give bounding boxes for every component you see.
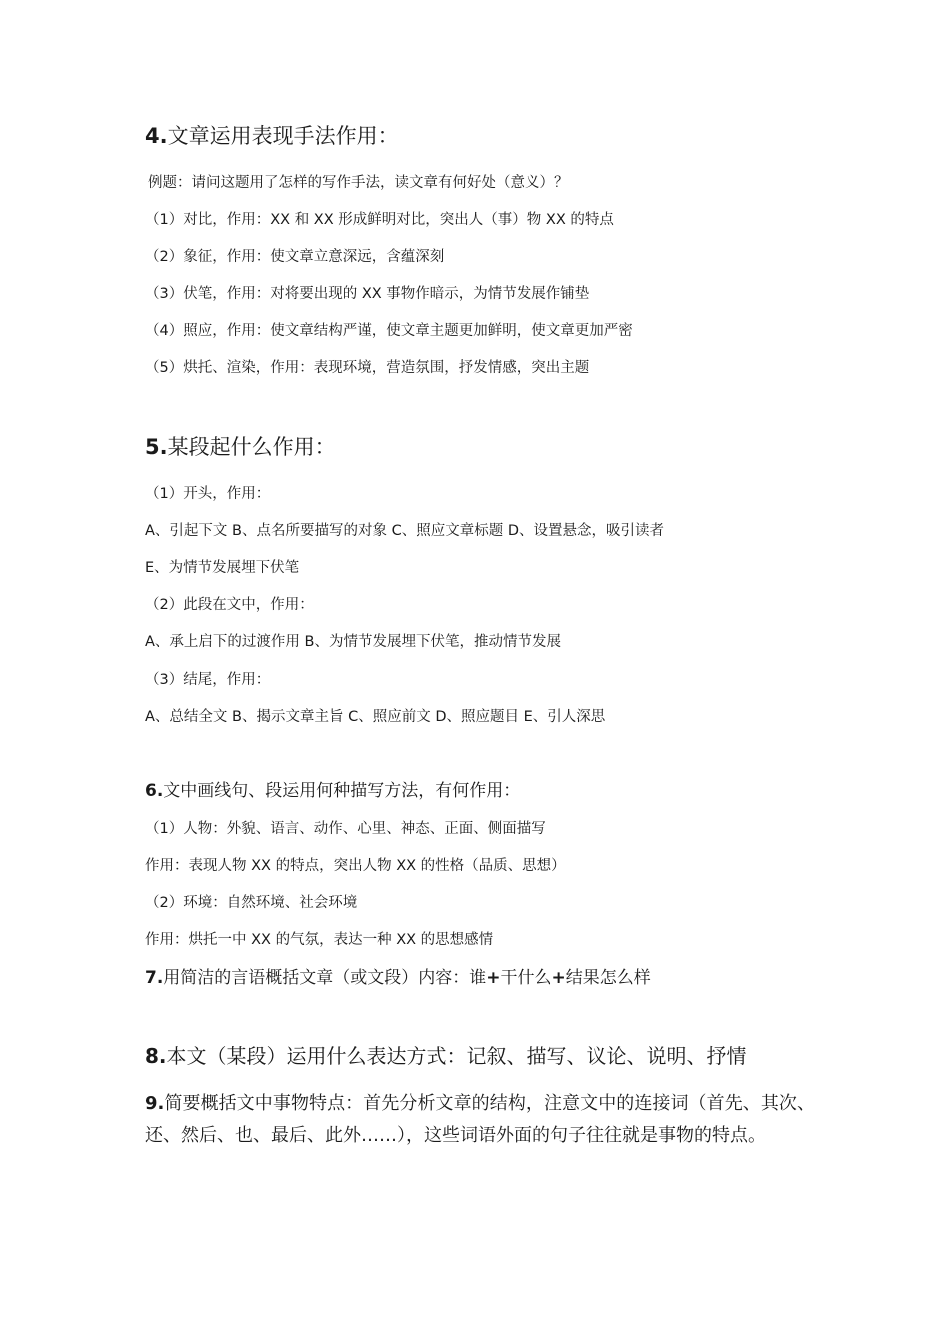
section-4-heading	[145, 126, 399, 147]
section-5-number: 5.	[145, 435, 168, 459]
section-9-number: 9.	[145, 1093, 165, 1114]
section-6-line-1: （1）人物：外貌、语言、动作、心里、神态、正面、侧面描写	[145, 821, 546, 837]
section-4-title: 文章运用表现手法作用：	[167, 124, 399, 148]
section-6-number: 6.	[145, 781, 164, 801]
section-4-line-3: （2）象征，作用：使文章立意深远，含蕴深刻	[145, 249, 445, 265]
section-5-line-6: （3）结尾，作用：	[145, 672, 271, 688]
section-5-line-7: A、总结全文 B、揭示文章主旨 C、照应前文 D、照应题目 E、引人深思	[145, 709, 606, 725]
section-4-line-2: （1）对比，作用：XX 和 XX 形成鲜明对比，突出人（事）物 XX 的特点	[145, 212, 614, 228]
section-6-line-3: （2）环境：自然环境、社会环境	[145, 895, 358, 911]
section-7-plus-2: +	[551, 968, 566, 988]
section-6-title: 文中画线句、段运用何种描写方法，有何作用：	[163, 781, 521, 801]
section-7-plus-1: +	[486, 968, 501, 988]
section-5-line-1: （1）开头，作用：	[145, 486, 271, 502]
section-6-heading	[145, 783, 520, 800]
section-7-number: 7.	[145, 968, 164, 988]
section-9-text: 简要概括文中事物特点：首先分析文章的结构，注意文中的连接词（首先、其次、还、然后、也、最后、此外……），这些词语外面的句子往往就是事物的特点。	[145, 1093, 815, 1146]
section-7-heading	[145, 970, 651, 987]
section-8-number: 8.	[145, 1044, 167, 1068]
section-5-line-3: E、为情节发展埋下伏笔	[145, 560, 300, 576]
section-7-title-part-a: 用简洁的言语概括文章（或文段）内容：谁	[163, 968, 487, 988]
section-5-line-4: （2）此段在文中，作用：	[145, 597, 314, 613]
section-4-number: 4.	[145, 124, 168, 148]
section-8-title: 本文（某段）运用什么表达方式：记叙、描写、议论、说明、抒情	[166, 1044, 747, 1068]
section-5-line-5: A、承上启下的过渡作用 B、为情节发展埋下伏笔，推动情节发展	[145, 634, 561, 650]
section-4-line-5: （4）照应，作用：使文章结构严谨，使文章主题更加鲜明，使文章更加严密	[145, 323, 633, 339]
section-5-line-2: A、引起下文 B、点名所要描写的对象 C、照应文章标题 D、设置悬念，吸引读者	[145, 523, 664, 539]
section-9-paragraph	[145, 1088, 815, 1152]
section-8-heading	[145, 1046, 747, 1066]
section-5-heading	[145, 437, 336, 458]
section-5-title: 某段起什么作用：	[167, 435, 336, 459]
section-6-line-4: 作用：烘托一中 XX 的气氛，表达一种 XX 的思想感情	[145, 932, 494, 948]
section-7-title-part-b: 干什么	[500, 968, 552, 988]
section-7-title-part-c: 结果怎么样	[565, 968, 651, 988]
section-4-line-4: （3）伏笔，作用：对将要出现的 XX 事物作暗示，为情节发展作铺垫	[145, 286, 590, 302]
section-4-line-6: （5）烘托、渲染，作用：表现环境，营造氛围，抒发情感，突出主题	[145, 360, 590, 376]
section-4-line-1: 例题：请问这题用了怎样的写作手法，读文章有何好处（意义）？	[148, 175, 569, 191]
section-6-line-2: 作用：表现人物 XX 的特点，突出人物 XX 的性格（品质、思想）	[145, 858, 566, 874]
